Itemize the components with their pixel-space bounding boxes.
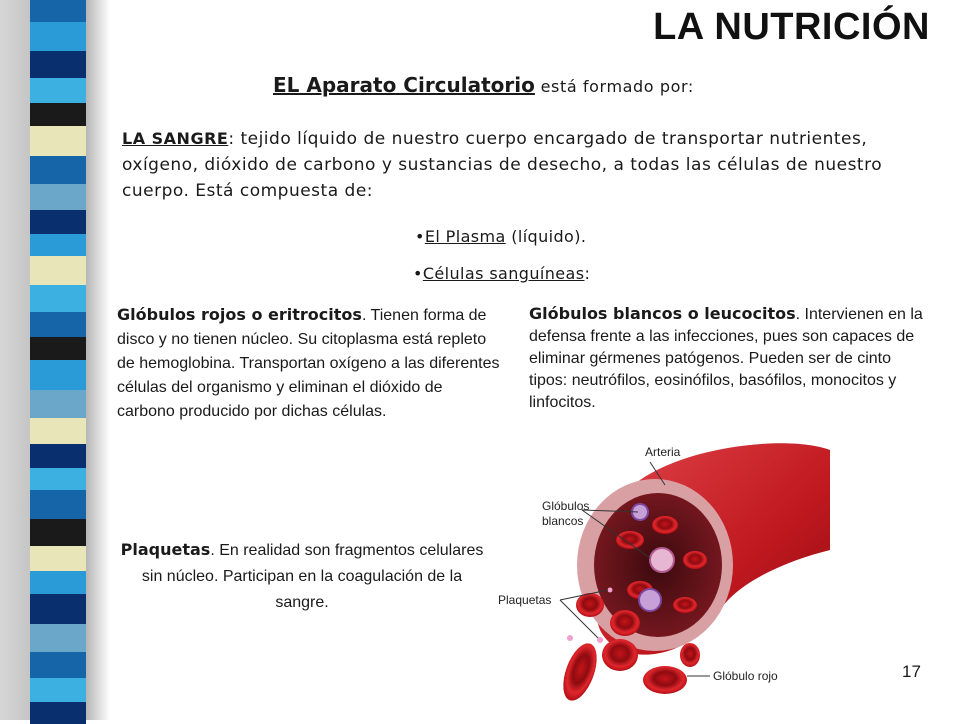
bullet-label: El Plasma — [424, 227, 506, 246]
strip-tile — [30, 468, 86, 490]
label-plaquetas: Plaquetas — [498, 593, 552, 607]
globulos-rojos-heading: Glóbulos rojos o eritrocitos — [117, 305, 362, 324]
red-blood-cell — [673, 597, 697, 613]
red-blood-cell — [680, 643, 700, 667]
globulos-blancos-text: . Intervienen en la defensa frente a las infecciones, pues son capaces de eliminar gérmenes patógenos. Pueden ser de cinto tipos: neutrófilos, eosinófilos, basófilos, monocitos y linfocitos. — [529, 306, 923, 411]
strip-tile — [30, 103, 86, 126]
strip-tile — [30, 624, 86, 652]
red-blood-cell — [652, 516, 678, 534]
artery-illustration — [490, 440, 830, 715]
strip-tile — [30, 678, 86, 702]
strip-tile — [30, 490, 86, 519]
strip-tile — [30, 337, 86, 360]
decorative-strip — [0, 0, 110, 720]
strip-tile — [30, 234, 86, 256]
subtitle-rest: está formado por: — [534, 77, 694, 96]
globulos-rojos-text: . Tienen forma de disco y no tienen núcleo. Su citoplasma está repleto de hemoglobina. Transportan oxígeno a las diferentes células del organismo y eliminan el dióxido de carbono producido por dichas células. — [117, 307, 500, 420]
bullet-celulas — [413, 264, 590, 283]
strip-tile — [30, 444, 86, 468]
white-blood-cell — [650, 548, 674, 572]
white-blood-cell — [639, 589, 661, 611]
globulos-blancos-block — [529, 303, 929, 414]
strip-tile — [30, 78, 86, 103]
strip-tile — [30, 594, 86, 624]
strip-tile — [30, 390, 86, 418]
strip-tile — [30, 126, 86, 156]
strip-tile — [30, 546, 86, 571]
sangre-text: : tejido líquido de nuestro cuerpo encargado de transportar nutrientes, oxígeno, dióxido de carbono y sustancias de desecho, a todas las células de nuestro cuerpo. Está compuesta de: — [122, 129, 883, 201]
red-blood-cell — [557, 639, 604, 705]
strip-tile — [30, 156, 86, 184]
label-globulos-line1: Glóbulos — [542, 499, 590, 513]
label-globulos-line2: blancos — [542, 514, 584, 528]
strip-tile — [30, 571, 86, 594]
strip-tile — [30, 360, 86, 390]
strip-tile — [30, 418, 86, 444]
platelet — [567, 635, 573, 641]
bullet-plasma — [415, 227, 586, 246]
red-blood-cell — [643, 666, 687, 694]
red-blood-cell — [610, 610, 640, 636]
strip-tile — [30, 22, 86, 51]
plaquetas-block — [117, 537, 487, 616]
red-blood-cell — [616, 531, 644, 549]
label-arteria: Arteria — [645, 445, 681, 459]
globulos-blancos-heading: Glóbulos blancos o leucocitos — [529, 304, 796, 323]
red-blood-cell — [576, 593, 604, 617]
bullet-rest: : — [584, 264, 591, 283]
red-blood-cell — [683, 551, 707, 569]
plaquetas-heading: Plaquetas — [120, 540, 211, 559]
sangre-paragraph — [122, 126, 892, 204]
strip-tile — [30, 210, 86, 234]
slide-title: LA NUTRICIÓN — [653, 6, 930, 48]
bullet-rest: (líquido). — [505, 227, 587, 246]
globulos-rojos-block — [117, 303, 502, 424]
strip-tile — [30, 0, 86, 22]
strip-tile — [30, 519, 86, 546]
strip-tile — [30, 312, 86, 337]
page-number: 17 — [902, 662, 921, 681]
slide-subtitle — [273, 73, 694, 97]
label-globulo-rojo: Glóbulo rojo — [713, 669, 778, 683]
bullet-label: Células sanguíneas — [422, 264, 585, 283]
strip-tile — [30, 702, 86, 724]
platelet — [608, 588, 613, 593]
plaquetas-text: . En realidad son fragmentos celulares sin núcleo. Participan en la coagulación de la sangre. — [141, 542, 484, 611]
strip-tile — [30, 256, 86, 285]
bullet-marker: • — [415, 227, 425, 246]
red-blood-cell — [602, 639, 638, 671]
strip-tile — [30, 184, 86, 210]
strip-tile — [30, 285, 86, 312]
bullet-marker: • — [413, 264, 423, 283]
subtitle-main: EL Aparato Circulatorio — [273, 73, 535, 97]
strip-tile — [30, 51, 86, 78]
sangre-label: LA SANGRE — [122, 129, 229, 148]
strip-tile — [30, 652, 86, 678]
